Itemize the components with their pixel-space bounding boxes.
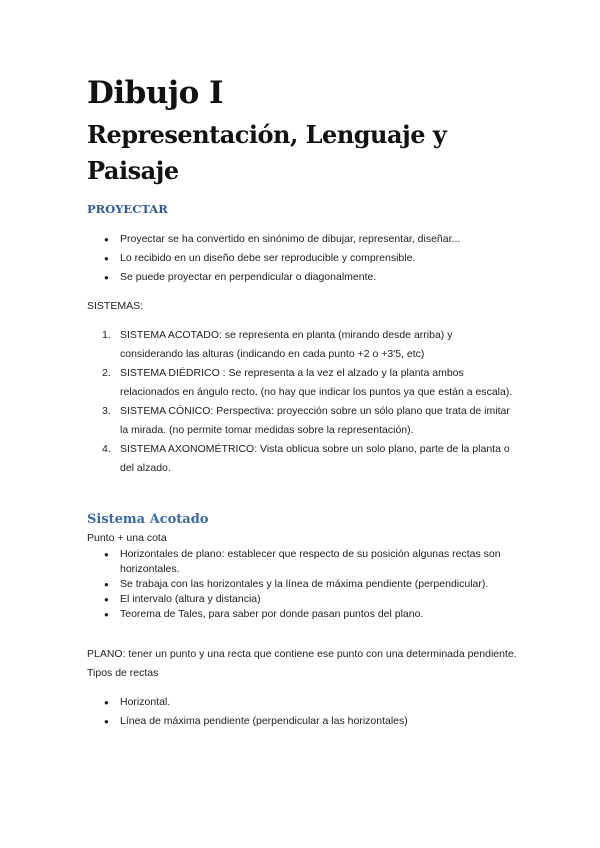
list-item: ● Se puede proyectar en perpendicular o diagonalmente. [87,268,517,287]
plano-bullet-list [87,693,517,731]
sistemas-numbered-list [87,326,517,478]
list-number: 3. [102,405,111,417]
list-number: 2. [102,367,111,379]
list-item [87,364,517,402]
list-item: ● El intervalo (altura y distancia) [87,592,517,607]
list-number: 1. [102,329,111,341]
list-item [87,326,517,364]
list-item-text: SISTEMA CÓNICO: Perspectiva: proyección sobre un sólo plano que trata de imitar la mirada. (no permite tomar medidas sobre la representación). [120,405,510,436]
section-heading-sistema-acotado: Sistema Acotado [87,512,209,527]
list-item: ● Lo recibido en un diseño debe ser reproducible y comprensible. [87,249,517,268]
section-heading-proyectar: PROYECTAR [87,202,168,216]
document-title: Dibujo I [87,75,224,111]
sistemas-label: SISTEMAS: [87,300,144,312]
list-item-text: SISTEMA ACOTADO: se representa en planta (mirando desde arriba) y considerando las alturas (indicando en cada punto +2 o +3'5, etc) [120,329,453,360]
acotado-bullet-list [87,547,517,622]
list-item: ● Teorema de Tales, para saber por donde pasan puntos del plano. [87,607,517,622]
list-item [87,402,517,440]
list-item-text: SISTEMA AXONOMÉTRICO: Vista oblicua sobre un solo plano, parte de la planta o del alzado. [120,443,510,474]
list-item: ● Línea de máxima pendiente (perpendicular a las horizontales) [87,712,517,731]
plano-paragraph: PLANO: tener un punto y una recta que contiene ese punto con una determinada pendiente. Tipos de rectas [87,648,517,679]
list-item: ● Horizontal. [87,693,517,712]
list-item [87,440,517,478]
list-item: ● Horizontales de plano: establecer que respecto de su posición algunas rectas son horizontales. [87,547,517,577]
list-item: ● Proyectar se ha convertido en sinónimo de dibujar, representar, diseñar... [87,230,517,249]
list-item: ● Se trabaja con las horizontales y la línea de máxima pendiente (perpendicular). [87,577,517,592]
proyectar-bullet-list [87,230,517,287]
acotado-intro: Punto + una cota [87,532,167,544]
list-item-text: SISTEMA DIÉDRICO : Se representa a la vez el alzado y la planta ambos relacionados en ángulo recto. (no hay que indicar los puntos ya que están a escala). [120,367,513,398]
list-number: 4. [102,443,111,455]
document-subtitle: Representación, Lenguaje y Paisaje [87,120,447,185]
